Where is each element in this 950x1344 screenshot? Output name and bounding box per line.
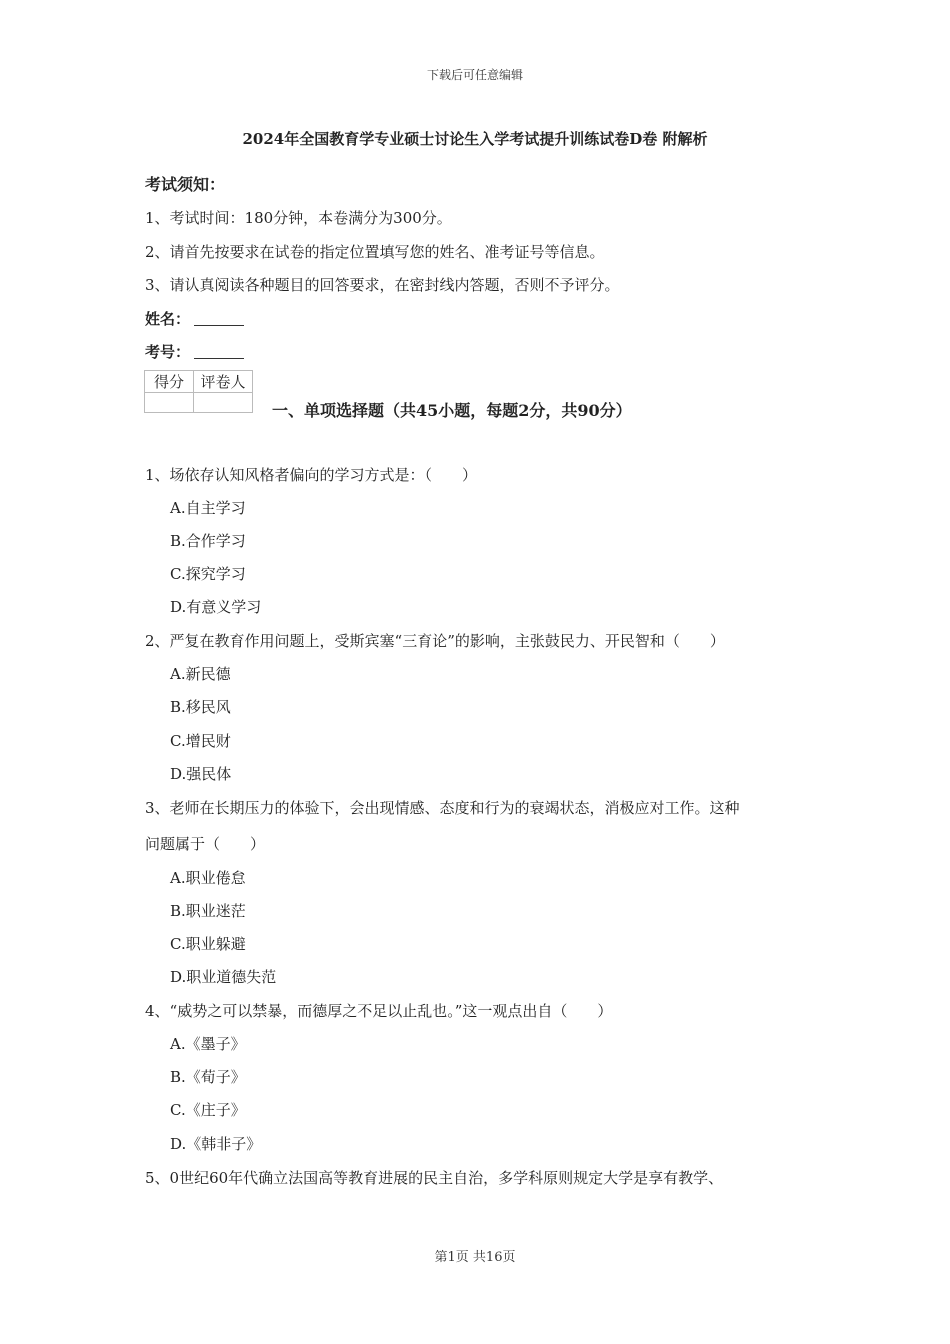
score-cell[interactable]: [145, 393, 194, 413]
grader-header: 评卷人: [194, 371, 253, 393]
notice-item: 1、考试时间：180分钟，本卷满分为300分。: [145, 209, 452, 227]
notice-item: 2、请首先按要求在试卷的指定位置填写您的姓名、准考证号等信息。: [145, 243, 605, 261]
option-item: D.强民体: [170, 765, 232, 783]
option-item: D.职业道德失范: [170, 968, 277, 986]
name-field: [145, 308, 244, 329]
option-item: A.自主学习: [170, 499, 246, 517]
option-item: D.有意义学习: [170, 598, 262, 616]
score-table: [144, 370, 253, 413]
page-number: 第1页 共16页: [434, 1250, 516, 1265]
number-label: 考号：: [145, 343, 191, 361]
question-stem: 3、老师在长期压力的体验下，会出现情感、态度和行为的衰竭状态，消极应对工作。这种: [145, 799, 740, 817]
option-item: D.《韩非子》: [170, 1135, 262, 1153]
option-item: C.职业躲避: [170, 935, 246, 953]
option-item: A.职业倦怠: [170, 869, 246, 887]
question-stem: 1、场依存认知风格者偏向的学习方式是：（ ）: [145, 466, 478, 484]
question-stem: 4、“威势之可以禁暴，而德厚之不足以止乱也。”这一观点出自（ ）: [145, 1002, 613, 1020]
grader-cell[interactable]: [194, 393, 253, 413]
score-header: 得分: [145, 371, 194, 393]
number-blank[interactable]: [194, 357, 244, 359]
notice-item: 3、请认真阅读各种题目的回答要求，在密封线内答题，否则不予评分。: [145, 276, 620, 294]
notice-heading: 考试须知：: [145, 175, 226, 194]
option-item: C.增民财: [170, 732, 231, 750]
option-item: A.新民德: [170, 665, 231, 683]
question-stem-continued: 问题属于（ ）: [145, 835, 266, 853]
question-stem: 2、严复在教育作用问题上，受斯宾塞“三育论”的影响，主张鼓民力、开民智和（ ）: [145, 632, 725, 650]
option-item: A.《墨子》: [170, 1035, 246, 1053]
name-blank[interactable]: [194, 324, 244, 326]
number-field: [145, 341, 244, 362]
option-item: B.《荀子》: [170, 1068, 246, 1086]
document-title: 2024年全国教育学专业硕士讨论生入学考试提升训练试卷D卷 附解析: [242, 130, 708, 148]
option-item: C.《庄子》: [170, 1101, 246, 1119]
section-heading: 一、单项选择题（共45小题，每题2分，共90分）: [272, 401, 632, 420]
name-label: 姓名：: [145, 310, 191, 328]
option-item: B.合作学习: [170, 532, 246, 550]
question-stem: 5、0世纪60年代确立法国高等教育进展的民主自治，多学科原则规定大学是享有教学、: [145, 1169, 724, 1187]
option-item: B.移民风: [170, 698, 231, 716]
header-note: 下载后可任意编辑: [426, 68, 523, 82]
option-item: C.探究学习: [170, 565, 246, 583]
option-item: B.职业迷茫: [170, 902, 246, 920]
